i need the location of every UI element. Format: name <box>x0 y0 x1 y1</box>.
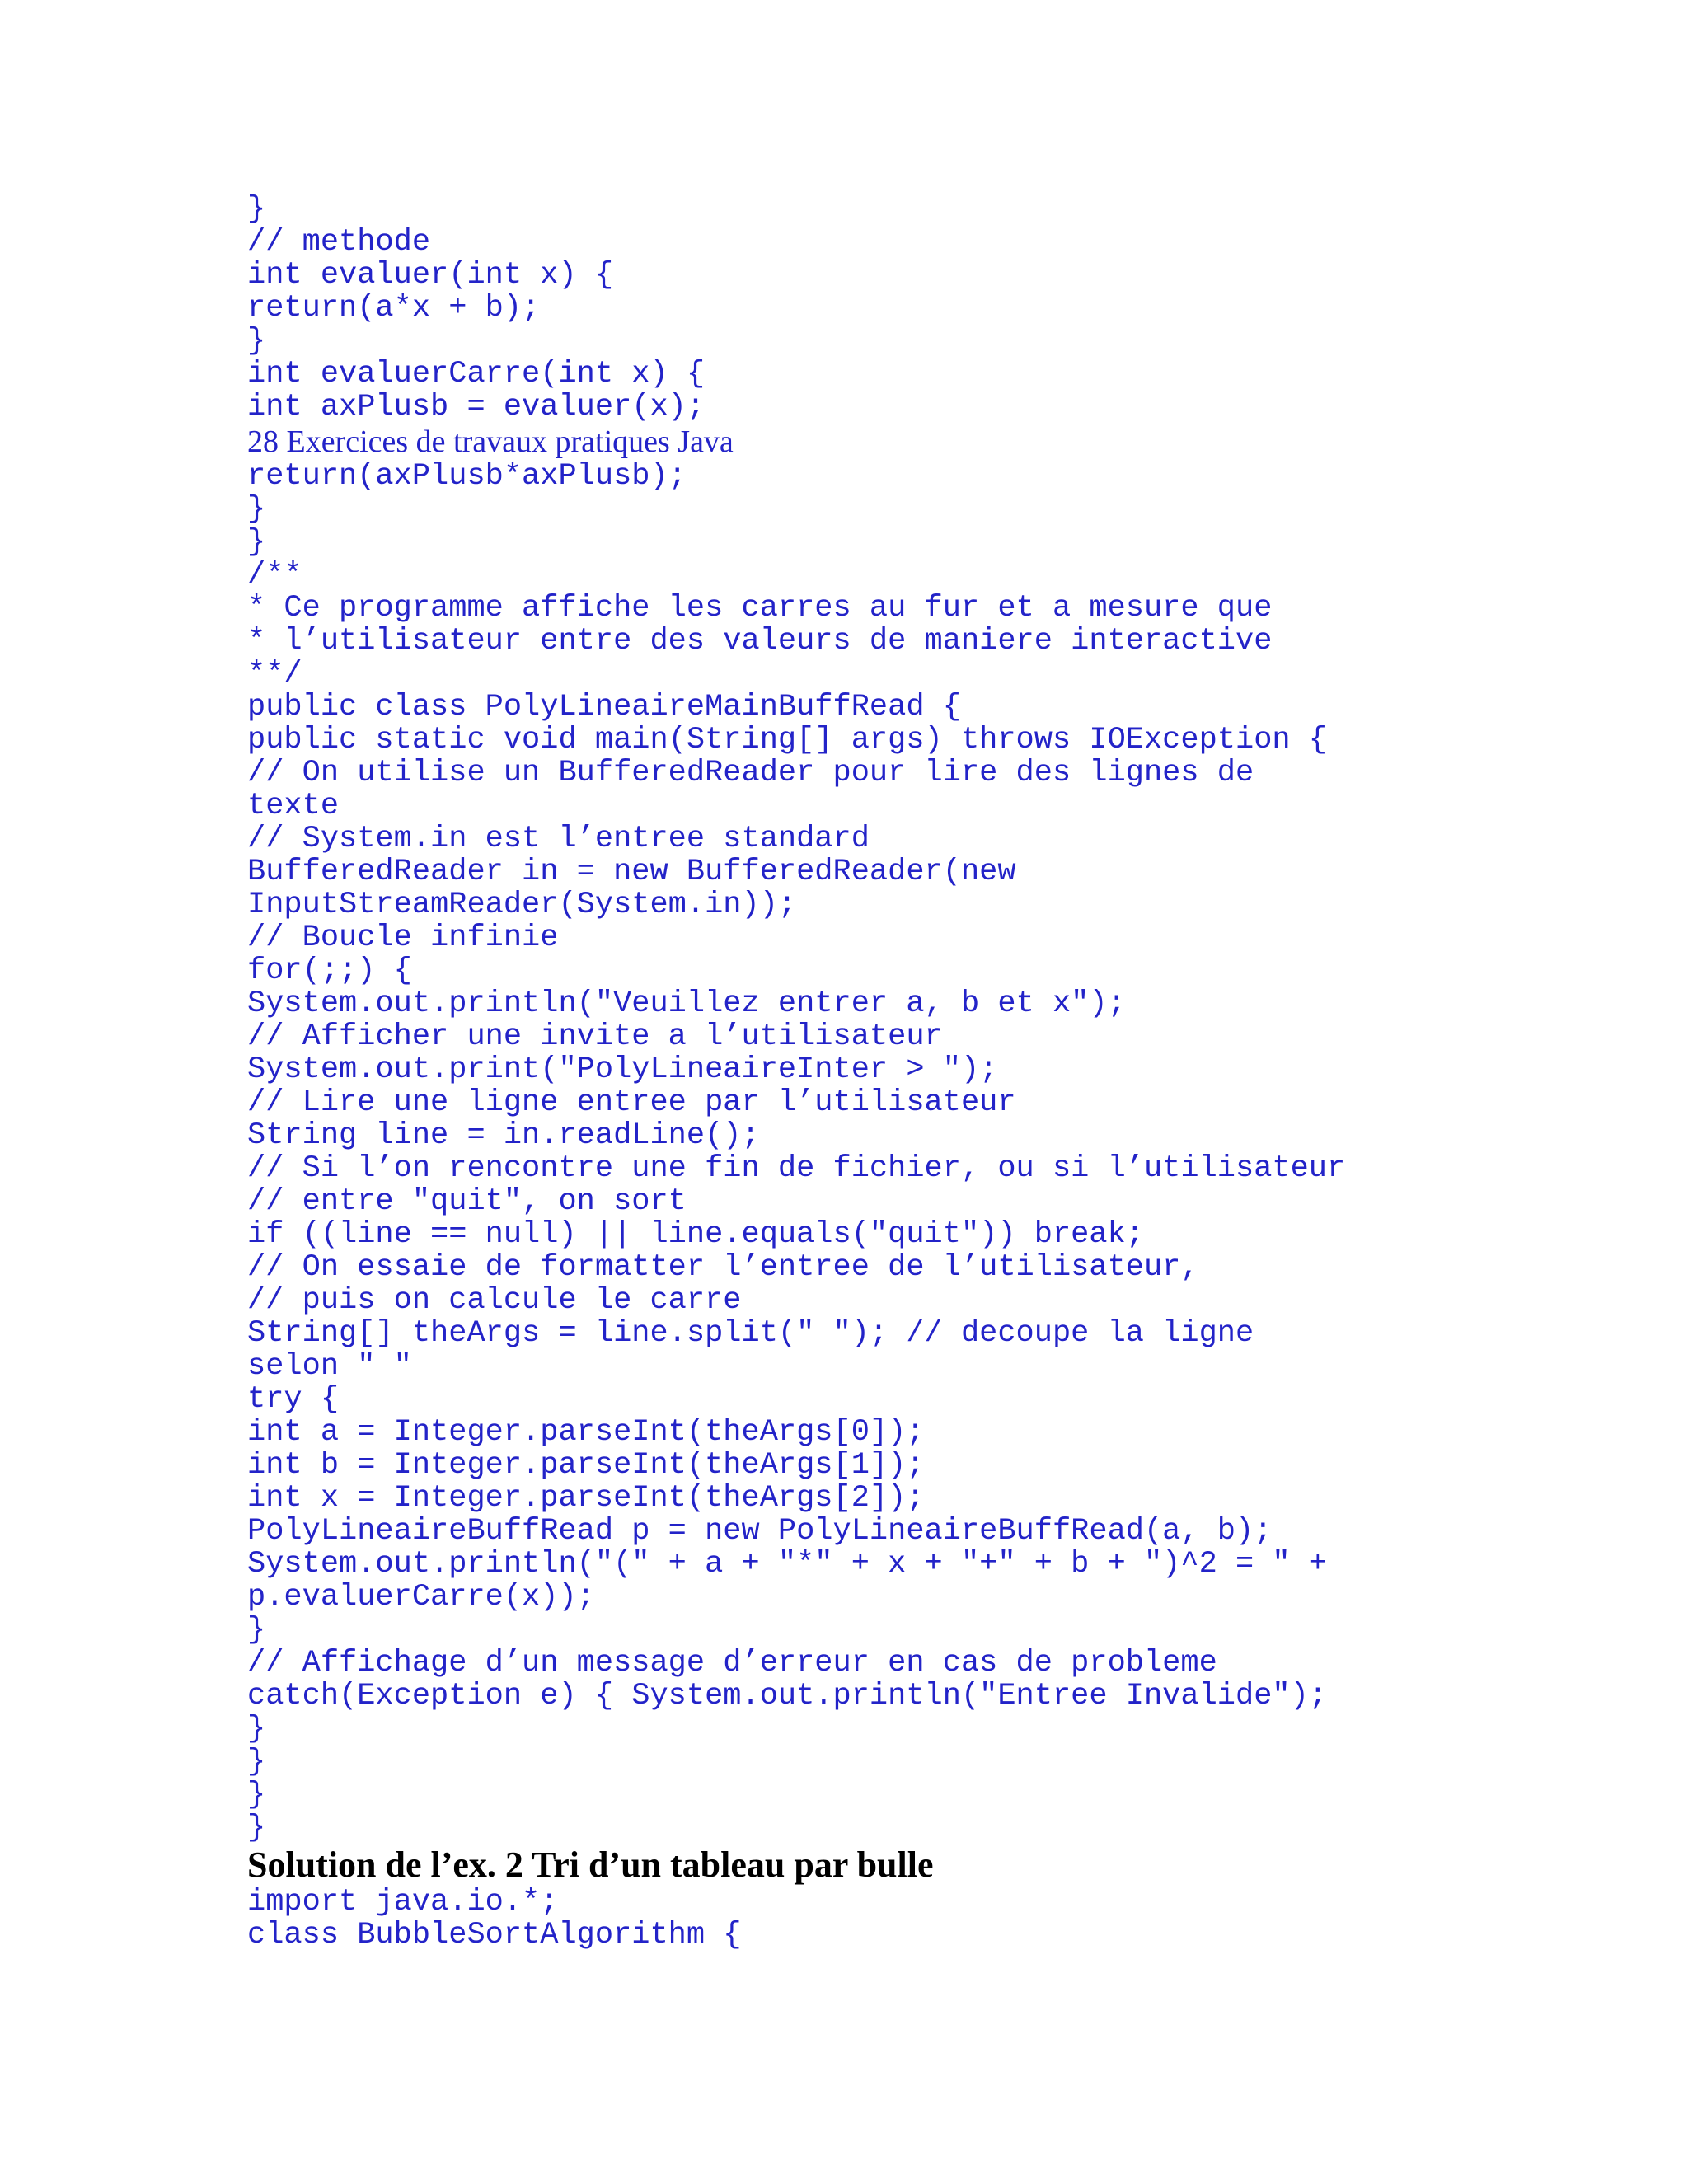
code-line: String line = in.readLine(); <box>247 1118 760 1153</box>
code-line: return(a*x + b); <box>247 291 541 326</box>
code-line: for(;;) { <box>247 954 412 988</box>
code-line: System.out.print("PolyLineaireInter > "); <box>247 1052 998 1087</box>
code-line: // entre "quit", on sort <box>247 1184 687 1219</box>
code-line: InputStreamReader(System.in)); <box>247 888 797 922</box>
code-line: // On essaie de formatter l’entree de l’utilisateur, <box>247 1250 1199 1285</box>
code-line: String[] theArgs = line.split(" "); // decoupe la ligne <box>247 1316 1254 1351</box>
code-line: int a = Integer.parseInt(theArgs[0]); <box>247 1415 925 1450</box>
code-line: int axPlusb = evaluer(x); <box>247 390 706 424</box>
code-line: int b = Integer.parseInt(theArgs[1]); <box>247 1448 925 1483</box>
code-line: catch(Exception e) { System.out.println("Entree Invalide"); <box>247 1679 1328 1713</box>
code-line: // Affichage d’un message d’erreur en cas de probleme <box>247 1646 1217 1680</box>
code-line: public class PolyLineaireMainBuffRead { <box>247 690 961 724</box>
code-line: // methode <box>247 225 431 260</box>
code-line: /** <box>247 558 302 593</box>
code-line: int evaluer(int x) { <box>247 258 614 293</box>
code-line: try { <box>247 1382 340 1417</box>
code-line: class BubbleSortAlgorithm { <box>247 1918 742 1952</box>
code-line: p.evaluerCarre(x)); <box>247 1580 595 1615</box>
code-line: System.out.println("(" + a + "*" + x + "+" + b + ")^2 = " + <box>247 1547 1328 1582</box>
code-line: } <box>247 492 266 527</box>
page-content <box>247 193 1665 1952</box>
code-line: // System.in est l’entree standard <box>247 822 870 856</box>
code-line: // puis on calcule le carre <box>247 1283 742 1318</box>
code-line: * Ce programme affiche les carres au fur et a mesure que <box>247 591 1273 626</box>
code-line: // Lire une ligne entree par l’utilisateur <box>247 1085 1016 1120</box>
code-line: // On utilise un BufferedReader pour lire des lignes de <box>247 756 1254 790</box>
running-header: 28 Exercices de travaux pratiques Java <box>247 424 734 459</box>
code-line: int evaluerCarre(int x) { <box>247 357 706 391</box>
code-line: PolyLineaireBuffRead p = new PolyLineaireBuffRead(a, b); <box>247 1514 1273 1549</box>
code-line: import java.io.*; <box>247 1885 559 1919</box>
code-line: // Boucle infinie <box>247 921 559 955</box>
code-line: **/ <box>247 657 302 691</box>
code-line: texte <box>247 789 340 823</box>
code-line: } <box>247 525 266 560</box>
section-heading: Solution de l’ex. 2 Tri d’un tableau par bulle <box>247 1844 934 1885</box>
code-line: } <box>247 324 266 359</box>
code-line: if ((line == null) || line.equals("quit")) break; <box>247 1217 1144 1252</box>
code-line: } <box>247 1811 266 1845</box>
code-line: } <box>247 1712 266 1746</box>
code-line: return(axPlusb*axPlusb); <box>247 459 687 494</box>
code-line: // Si l’on rencontre une fin de fichier, ou si l’utilisateur <box>247 1151 1346 1186</box>
code-line: } <box>247 1778 266 1812</box>
code-line: } <box>247 1613 266 1647</box>
code-line: BufferedReader in = new BufferedReader(new <box>247 855 1016 889</box>
code-line: public static void main(String[] args) throws IOException { <box>247 723 1328 757</box>
code-line: } <box>247 192 266 227</box>
code-line: System.out.println("Veuillez entrer a, b et x"); <box>247 987 1126 1021</box>
code-line: int x = Integer.parseInt(theArgs[2]); <box>247 1481 925 1516</box>
code-line: * l’utilisateur entre des valeurs de maniere interactive <box>247 624 1273 658</box>
code-line: } <box>247 1745 266 1779</box>
code-line: // Afficher une invite a l’utilisateur <box>247 1019 943 1054</box>
code-line: selon " " <box>247 1349 412 1384</box>
